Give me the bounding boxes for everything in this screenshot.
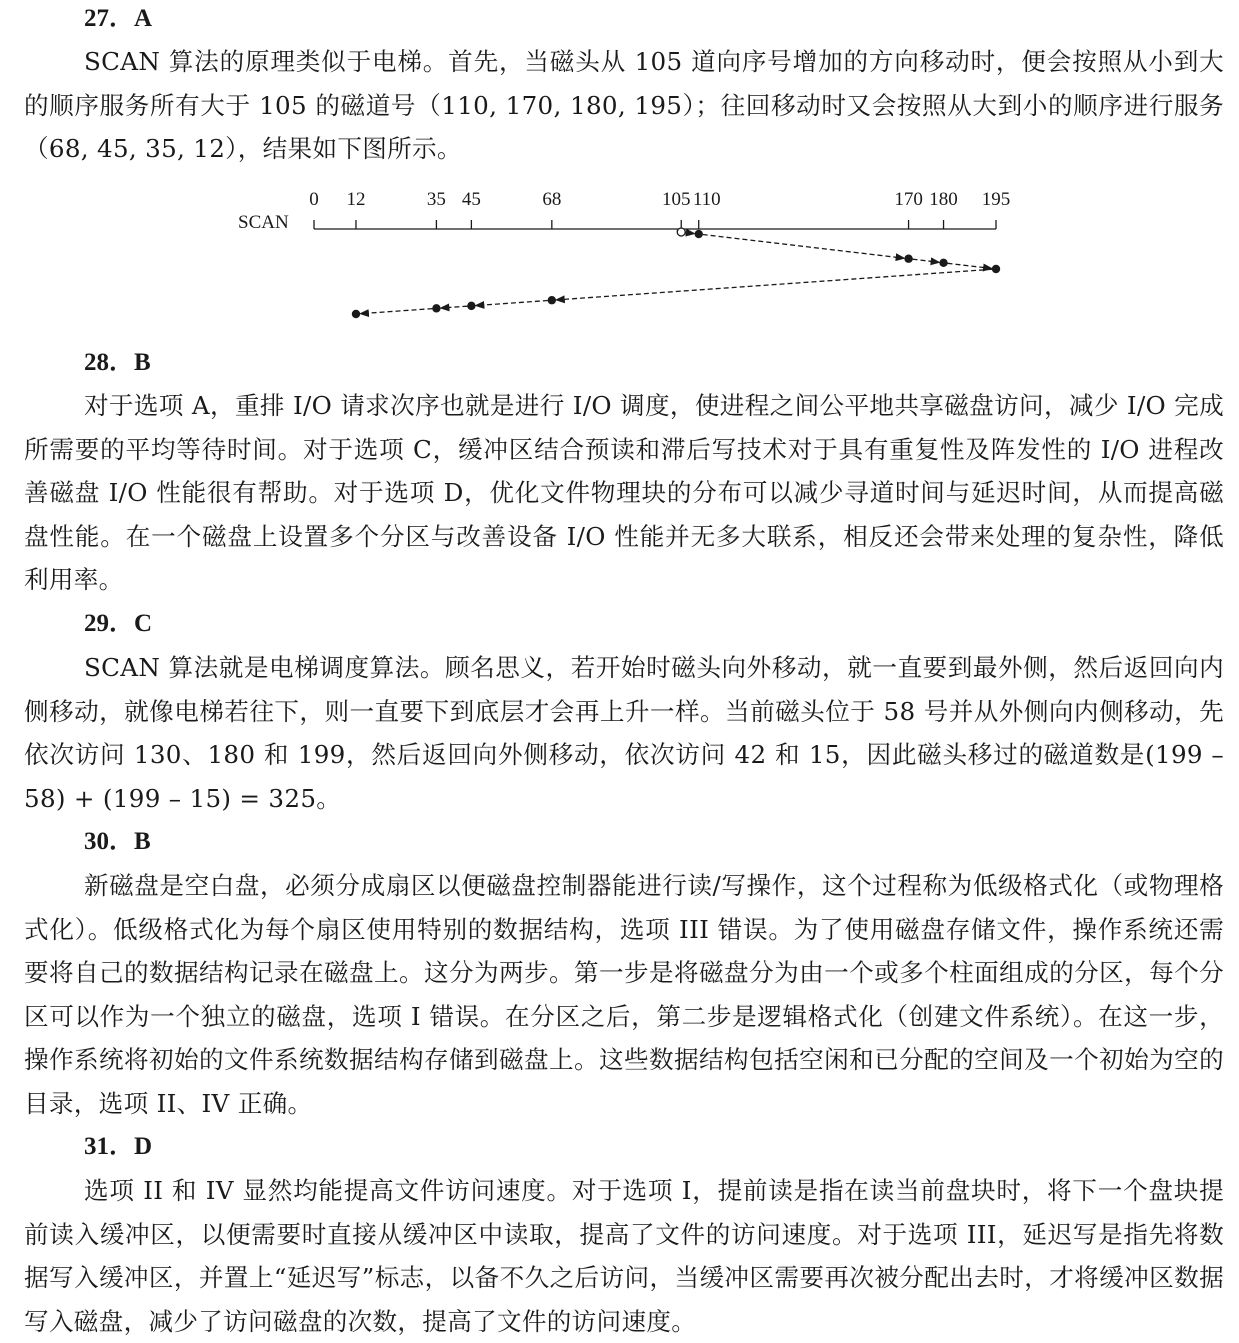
tick-label-105: 105 <box>661 189 691 210</box>
seek-segment <box>685 232 694 233</box>
seek-segment <box>703 235 904 259</box>
tick-label-110: 110 <box>692 189 721 210</box>
question-28-explanation: 对于选项 A，重排 I/O 请求次序也就是进行 I/O 调度，使进程之间公平地共享磁盘访问，减少 I/O 完成所需要的平均等待时间。对于选项 C，缓冲区结合预读和滞后写技术对于具有重复性及阵发性的 I/O 进程改善磁盘 I/O 性能很有帮助。对于选项 D，优化文件物理块的分布可以减少寻道时间与延迟时间，从而提高磁盘性能。在一个磁盘上设置多个分区与改善设备 I/O 性能并无多大联系，相反还会带来处理的复杂性，降低利用率。 <box>24 391 1224 595</box>
visit-point-195 <box>992 265 1000 273</box>
visit-point-170 <box>904 255 912 263</box>
seek-segment <box>361 309 432 314</box>
seek-path <box>352 228 1000 318</box>
question-29-explanation: SCAN 算法就是电梯调度算法。顾名思义，若开始时磁头向外移动，就一直要到最外侧，然后返回向内侧移动，就像电梯若往下，则一直要下到底层才会再上升一样。当前磁头位于 58 号并从外侧向内侧移动，先依次访问 130、180 和 199，然后返回向外侧移动，依次访问 42 和 15，因此磁头移过的磁道数是(199 – 58) + (199 – 15) = 325。 <box>24 653 1224 813</box>
tick-label-35: 35 <box>426 189 446 210</box>
tick-label-195: 195 <box>981 189 1011 210</box>
question-30-heading: 30．B <box>84 828 151 855</box>
seek-segment <box>913 259 939 262</box>
question-27-explanation: SCAN 算法的原理类似于电梯。首先，当磁头从 105 道向序号增加的方向移动时，便会按照从小到大的顺序服务所有大于 105 的磁道号（110, 170, 180, 195）；往回移动时又会按照从大到小的顺序进行服务（68, 45, 35, 12），结果如下图所示。 <box>24 47 1224 164</box>
question-29-heading: 29．C <box>84 610 153 637</box>
tick-label-45: 45 <box>461 189 481 210</box>
question-27-heading: 27．A <box>84 5 153 32</box>
question-30-explanation: 新磁盘是空白盘，必须分成扇区以便磁盘控制器能进行读/写操作，这个过程称为低级格式化（或物理格式化）。低级格式化为每个扇区使用特别的数据结构，选项 III 错误。为了使用磁盘存储文件，操作系统还需要将自己的数据结构记录在磁盘上。这分为两步。第一步是将磁盘分为由一个或多个柱面组成的分区，每个分区可以作为一个独立的磁盘，选项 I 错误。在分区之后，第二步是逻辑格式化（创建文件系统）。在这一步，操作系统将初始的文件系统数据结构存储到磁盘上。这些数据结构包括空闲和已分配的空间及一个初始为空的目录，选项 II、IV 正确。 <box>24 871 1224 1118</box>
tick-label-68: 68 <box>542 189 562 210</box>
scan-label: SCAN <box>238 212 289 233</box>
visit-point-180 <box>939 259 947 267</box>
start-point <box>677 228 685 236</box>
seek-segment <box>441 306 467 308</box>
visit-point-45 <box>467 302 475 310</box>
tick-label-180: 180 <box>929 189 958 210</box>
tick-label-170: 170 <box>894 189 923 210</box>
tick-label-0: 0 <box>309 189 319 210</box>
visit-point-12 <box>352 310 360 318</box>
scan-diagram <box>230 180 1030 330</box>
question-31-explanation: 选项 II 和 IV 显然均能提高文件访问速度。对于选项 I，提前读是指在读当前盘块时，将下一个盘块提前读入缓冲区，以便需要时直接从缓冲区中读取，提高了文件的访问速度。对于选项 III，延迟写是指先将数据写入缓冲区，并置上“延迟写”标志，以备不久之后访问，当缓冲区需要再次被分配出去时，才将缓冲区数据写入磁盘，减少了访问磁盘的次数，提高了文件的访问速度。 <box>24 1176 1224 1336</box>
question-28-heading: 28．B <box>84 349 151 376</box>
track-ticks <box>309 189 1010 229</box>
visit-point-68 <box>548 296 556 304</box>
visit-point-35 <box>432 304 440 312</box>
seek-segment <box>476 301 547 306</box>
question-31-heading: 31．D <box>84 1133 153 1160</box>
seek-segment <box>557 269 992 300</box>
visit-point-110 <box>695 230 703 238</box>
tick-label-12: 12 <box>346 189 366 210</box>
seek-segment <box>948 263 992 268</box>
